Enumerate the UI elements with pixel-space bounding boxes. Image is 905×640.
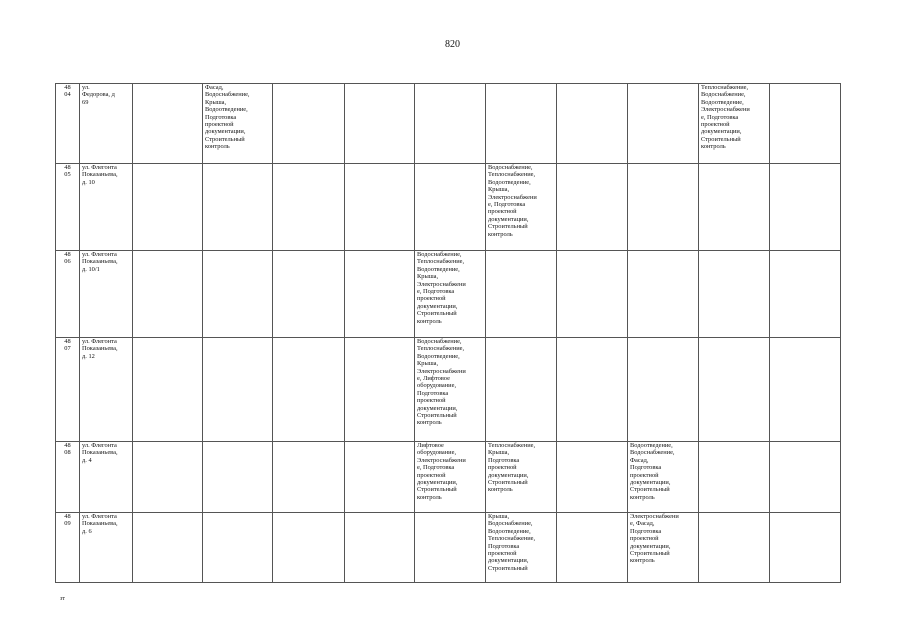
page-number: 820 [445,39,460,50]
address-cell: ул. Флегонта Показаньева, д. 12 [80,338,133,442]
table-row [56,513,841,583]
work-cell [415,84,486,164]
address-cell: ул. Федорова, д 69 [80,84,133,164]
table-row [56,442,841,513]
work-cell [345,84,415,164]
work-cell: Лифтовое оборудование, Электроснабжени е, Подготовка проектной документации, Строительный контроль [415,442,486,513]
work-cell [770,251,841,338]
work-cell: Водоснабжение, Теплоснабжение, Водоотведение, Крыша, Электроснабжени е, Подготовка проектной документации, Строительный контроль [415,251,486,338]
work-cell [273,164,345,251]
work-cell [133,251,203,338]
work-cell [770,442,841,513]
address-cell: ул. Флегонта Показаньева, д. 4 [80,442,133,513]
work-cell [486,338,557,442]
work-cell [203,442,273,513]
work-cell [557,164,628,251]
work-cell: Водоснабжение, Теплоснабжение, Водоотведение, Крыша, Электроснабжени е, Подготовка проектной документации, Строительный контроль [486,164,557,251]
table-row [56,84,841,164]
work-cell [133,338,203,442]
work-cell [345,513,415,583]
address-cell: ул. Флегонта Показаньева, д. 10 [80,164,133,251]
work-cell [273,338,345,442]
table-row [56,164,841,251]
work-cell: Водоснабжение, Теплоснабжение, Водоотведение, Крыша, Электроснабжени е, Лифтовое оборудование, Подготовка проектной документации, Строительный контроль [415,338,486,442]
work-cell [557,513,628,583]
work-cell [628,164,699,251]
work-cell [203,513,273,583]
work-cell [770,513,841,583]
work-cell [203,251,273,338]
row-number-cell: 48 08 [56,442,80,513]
work-cell: Теплоснабжение, Крыша, Подготовка проектной документации, Строительный контроль [486,442,557,513]
work-cell [203,338,273,442]
work-cell [557,338,628,442]
work-cell [345,164,415,251]
work-cell [273,513,345,583]
work-cell [557,251,628,338]
work-cell [415,164,486,251]
work-cell [699,251,770,338]
work-cell [699,338,770,442]
table-row [56,251,841,338]
table-body [56,84,841,583]
work-cell [770,338,841,442]
work-cell [133,513,203,583]
work-cell [770,164,841,251]
address-cell: ул. Флегонта Показаньева, д. 6 [80,513,133,583]
capital-repair-table [55,83,841,583]
work-cell [133,84,203,164]
work-cell [699,164,770,251]
work-cell: Водоотведение, Водоснабжение, Фасад, Подготовка проектной документации, Строительный контроль [628,442,699,513]
work-cell: Крыша, Водоснабжение, Водоотведение, Теплоснабжение, Подготовка проектной документации, Строительный [486,513,557,583]
work-cell [557,84,628,164]
row-number-cell: 48 05 [56,164,80,251]
work-cell: Электроснабжени е, Фасад, Подготовка проектной документации, Строительный контроль [628,513,699,583]
work-cell [699,442,770,513]
row-number-cell: 48 09 [56,513,80,583]
row-number-cell: 48 04 [56,84,80,164]
work-cell [486,84,557,164]
work-cell [273,84,345,164]
work-cell [203,164,273,251]
work-cell: Теплоснабжение, Водоснабжение, Водоотведение, Электроснабжени е, Подготовка проектной документации, Строительный контроль [699,84,770,164]
address-cell: ул. Флегонта Показаньева, д. 10/1 [80,251,133,338]
row-number-cell: 48 07 [56,338,80,442]
work-cell [628,338,699,442]
work-cell: Фасад, Водоснабжение, Крыша, Водоотведение, Подготовка проектной документации, Строительный контроль [203,84,273,164]
work-cell [415,513,486,583]
work-cell [133,442,203,513]
footer-mark: зт [60,596,65,602]
work-cell [273,251,345,338]
table-row [56,338,841,442]
work-cell [345,338,415,442]
work-cell [486,251,557,338]
row-number-cell: 48 06 [56,251,80,338]
work-cell [699,513,770,583]
work-cell [273,442,345,513]
work-cell [628,251,699,338]
work-cell [770,84,841,164]
work-cell [345,251,415,338]
work-cell [345,442,415,513]
work-cell [628,84,699,164]
work-cell [557,442,628,513]
work-cell [133,164,203,251]
